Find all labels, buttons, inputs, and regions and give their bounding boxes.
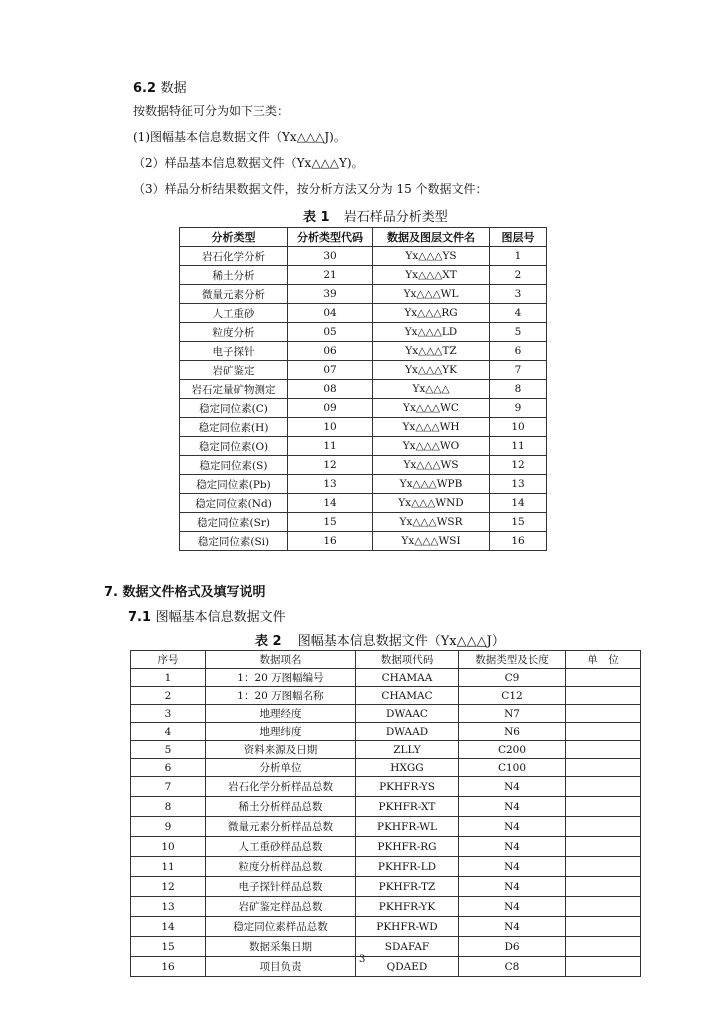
table1-caption: [303, 206, 448, 225]
table-cell: 1：20 万图幅名称: [206, 687, 356, 705]
table-cell: 地理经度: [206, 705, 356, 723]
table-cell: 岩石定量矿物测定: [180, 380, 288, 399]
table-header-row: [180, 228, 547, 247]
table-cell: N4: [459, 837, 566, 857]
table-row: [180, 399, 547, 418]
table-cell: 微量元素分析样品总数: [206, 817, 356, 837]
list-item: （2）样品基本信息数据文件（Yx△△△Y)。: [133, 156, 364, 170]
list-item: （3）样品分析结果数据文件，按分析方法又分为 15 个数据文件：: [133, 182, 488, 196]
table-cell: 稳定同位素(S): [180, 456, 288, 475]
table-cell: 8: [490, 380, 547, 399]
table-cell: N4: [459, 917, 566, 937]
table-cell: ZLLY: [356, 741, 459, 759]
table2-caption: [255, 630, 505, 649]
map-sheet-info-table: [130, 650, 641, 977]
table-cell: [566, 837, 641, 857]
table-cell: 9: [131, 817, 206, 837]
table-cell: 15: [131, 937, 206, 957]
table-cell: 7: [131, 777, 206, 797]
section-number: 7.1: [128, 610, 152, 625]
table-cell: [566, 777, 641, 797]
table-cell: N7: [459, 705, 566, 723]
table-cell: Yx△△△RG: [373, 304, 490, 323]
table-cell: [566, 797, 641, 817]
table-row: [131, 837, 641, 857]
table-cell: 14: [131, 917, 206, 937]
table-cell: N4: [459, 797, 566, 817]
table-cell: 稳定同位素(O): [180, 437, 288, 456]
table-cell: [566, 917, 641, 937]
table-cell: 电子探针: [180, 342, 288, 361]
table-row: [131, 957, 641, 977]
table-cell: PKHFR-YS: [356, 777, 459, 797]
table-cell: [566, 957, 641, 977]
table-cell: 10: [490, 418, 547, 437]
table-cell: N4: [459, 897, 566, 917]
table-cell: [566, 723, 641, 741]
table-cell: 稀土分析: [180, 266, 288, 285]
table-cell: PKHFR-WL: [356, 817, 459, 837]
table-cell: CHAMAC: [356, 687, 459, 705]
table-cell: C9: [459, 669, 566, 687]
table-cell: 16: [490, 532, 547, 551]
table-cell: Yx△△△LD: [373, 323, 490, 342]
table-cell: DWAAC: [356, 705, 459, 723]
table-cell: Yx△△△YK: [373, 361, 490, 380]
table-cell: C12: [459, 687, 566, 705]
table-cell: [566, 759, 641, 777]
table-cell: 15: [490, 513, 547, 532]
list-item: (1)图幅基本信息数据文件（Yx△△△J)。: [133, 130, 346, 144]
table-cell: 稳定同位素(Pb): [180, 475, 288, 494]
table-row: [131, 857, 641, 877]
table-cell: 12: [490, 456, 547, 475]
table-row: [131, 877, 641, 897]
table-row: [180, 323, 547, 342]
table-cell: 09: [288, 399, 373, 418]
table-row: [131, 817, 641, 837]
table-row: [180, 285, 547, 304]
table-cell: 06: [288, 342, 373, 361]
table-cell: 稀土分析样品总数: [206, 797, 356, 817]
section-heading-7-1: [128, 606, 286, 625]
table-row: [131, 937, 641, 957]
section-title: 图幅基本信息数据文件: [155, 610, 286, 625]
table1-title: 岩石样品分析类型: [343, 210, 448, 225]
table-cell: 1: [490, 247, 547, 266]
table-cell: Yx△△△WL: [373, 285, 490, 304]
table-cell: 项目负责: [206, 957, 356, 977]
table-cell: Yx△△△WSI: [373, 532, 490, 551]
table-cell: PKHFR-XT: [356, 797, 459, 817]
table-cell: 岩石化学分析: [180, 247, 288, 266]
table-row: [180, 437, 547, 456]
table-cell: 1：20 万图幅编号: [206, 669, 356, 687]
table-cell: 8: [131, 797, 206, 817]
table-cell: [566, 817, 641, 837]
table-cell: Yx△△△TZ: [373, 342, 490, 361]
table-row: [180, 380, 547, 399]
table-cell: 13: [288, 475, 373, 494]
table-cell: [566, 741, 641, 759]
table-cell: 3: [490, 285, 547, 304]
table-cell: 资料来源及日期: [206, 741, 356, 759]
intro-text: 按数据特征可分为如下三类：: [133, 104, 290, 118]
table-cell: [566, 897, 641, 917]
table-cell: 5: [490, 323, 547, 342]
table-row: [180, 475, 547, 494]
table-cell: [566, 937, 641, 957]
section-heading-6-2: [133, 77, 187, 96]
table-cell: 人工重砂样品总数: [206, 837, 356, 857]
table-cell: 16: [288, 532, 373, 551]
table-cell: Yx△△△WS: [373, 456, 490, 475]
table-cell: Yx△△△WO: [373, 437, 490, 456]
table-cell: 人工重砂: [180, 304, 288, 323]
table-row: [131, 705, 641, 723]
table-cell: Yx△△△WND: [373, 494, 490, 513]
table-cell: CHAMAA: [356, 669, 459, 687]
section-title: 数据: [160, 81, 187, 96]
table-cell: 岩矿鉴定: [180, 361, 288, 380]
table-cell: 稳定同位素样品总数: [206, 917, 356, 937]
table-cell: 13: [131, 897, 206, 917]
table-row: [180, 304, 547, 323]
table-cell: D6: [459, 937, 566, 957]
table-cell: [566, 877, 641, 897]
table-cell: C200: [459, 741, 566, 759]
table-row: [180, 532, 547, 551]
table-cell: 08: [288, 380, 373, 399]
table-cell: 6: [490, 342, 547, 361]
table-cell: 微量元素分析: [180, 285, 288, 304]
table-cell: PKHFR-RG: [356, 837, 459, 857]
table-header-row: [131, 651, 641, 669]
table-row: [180, 266, 547, 285]
table-row: [180, 247, 547, 266]
table-row: [180, 361, 547, 380]
table-cell: 14: [288, 494, 373, 513]
table-cell: Yx△△△WH: [373, 418, 490, 437]
table-row: [131, 759, 641, 777]
column-header: 图层号: [490, 228, 547, 247]
rock-sample-analysis-table: [179, 227, 547, 551]
section-number: 6.2: [133, 81, 157, 96]
table-cell: 分析单位: [206, 759, 356, 777]
table-cell: 13: [490, 475, 547, 494]
table-cell: PKHFR-YK: [356, 897, 459, 917]
column-header: 数据类型及长度: [459, 651, 566, 669]
table-cell: 10: [288, 418, 373, 437]
table-cell: 2: [490, 266, 547, 285]
table-cell: [566, 687, 641, 705]
table-cell: 数据采集日期: [206, 937, 356, 957]
table-cell: PKHFR-TZ: [356, 877, 459, 897]
column-header: 分析类型: [180, 228, 288, 247]
table-cell: 电子探针样品总数: [206, 877, 356, 897]
table-cell: PKHFR-WD: [356, 917, 459, 937]
table-cell: 稳定同位素(Nd): [180, 494, 288, 513]
section-title: 数据文件格式及填写说明: [122, 585, 266, 600]
table-cell: 11: [288, 437, 373, 456]
column-header: 数据及图层文件名: [373, 228, 490, 247]
table-cell: 岩矿鉴定样品总数: [206, 897, 356, 917]
table-cell: DWAAD: [356, 723, 459, 741]
table-cell: 21: [288, 266, 373, 285]
table-cell: 粒度分析: [180, 323, 288, 342]
table-cell: C100: [459, 759, 566, 777]
table-cell: PKHFR-LD: [356, 857, 459, 877]
table-cell: 9: [490, 399, 547, 418]
column-header: 单 位: [566, 651, 641, 669]
table-cell: SDAFAF: [356, 937, 459, 957]
table-cell: Yx△△△WC: [373, 399, 490, 418]
table-cell: 7: [490, 361, 547, 380]
table-row: [180, 513, 547, 532]
table-cell: 稳定同位素(C): [180, 399, 288, 418]
table-cell: 5: [131, 741, 206, 759]
table-cell: 稳定同位素(Sr): [180, 513, 288, 532]
section-number: 7.: [104, 585, 118, 600]
table-row: [131, 687, 641, 705]
table-cell: Yx△△△XT: [373, 266, 490, 285]
table-cell: [566, 669, 641, 687]
table-cell: 39: [288, 285, 373, 304]
table-cell: N4: [459, 817, 566, 837]
table-cell: 15: [288, 513, 373, 532]
table2-title: 图幅基本信息数据文件（Yx△△△J）: [297, 634, 505, 649]
table-row: [131, 797, 641, 817]
table-cell: 粒度分析样品总数: [206, 857, 356, 877]
table-row: [131, 741, 641, 759]
table-row: [180, 494, 547, 513]
page-number: 3: [359, 954, 366, 965]
table1-label: 表 1: [303, 210, 330, 225]
table-row: [180, 456, 547, 475]
table-cell: Yx△△△: [373, 380, 490, 399]
table-cell: 10: [131, 837, 206, 857]
table-row: [131, 669, 641, 687]
table-cell: 4: [131, 723, 206, 741]
table-row: [180, 418, 547, 437]
table-cell: Yx△△△YS: [373, 247, 490, 266]
section-heading-7: [104, 581, 266, 600]
table-cell: 稳定同位素(H): [180, 418, 288, 437]
table-cell: [566, 705, 641, 723]
column-header: 数据项名: [206, 651, 356, 669]
table-cell: 1: [131, 669, 206, 687]
table-cell: 30: [288, 247, 373, 266]
table-cell: QDAED: [356, 957, 459, 977]
table-cell: 14: [490, 494, 547, 513]
table-cell: 3: [131, 705, 206, 723]
table-cell: 12: [288, 456, 373, 475]
table-cell: Yx△△△WPB: [373, 475, 490, 494]
table-cell: N6: [459, 723, 566, 741]
column-header: 序号: [131, 651, 206, 669]
table-row: [131, 917, 641, 937]
table-row: [131, 777, 641, 797]
table-cell: 16: [131, 957, 206, 977]
table-cell: 岩石化学分析样品总数: [206, 777, 356, 797]
table-cell: 04: [288, 304, 373, 323]
table-cell: 11: [131, 857, 206, 877]
table2-label: 表 2: [255, 634, 282, 649]
table-row: [180, 342, 547, 361]
table-cell: N4: [459, 857, 566, 877]
table-cell: 6: [131, 759, 206, 777]
table-cell: HXGG: [356, 759, 459, 777]
table-cell: N4: [459, 877, 566, 897]
table-row: [131, 723, 641, 741]
table-cell: 05: [288, 323, 373, 342]
table-cell: N4: [459, 777, 566, 797]
table-cell: 12: [131, 877, 206, 897]
table-cell: 07: [288, 361, 373, 380]
table-cell: 地理纬度: [206, 723, 356, 741]
table-cell: 稳定同位素(Si): [180, 532, 288, 551]
table-cell: [566, 857, 641, 877]
table-cell: Yx△△△WSR: [373, 513, 490, 532]
table-cell: C8: [459, 957, 566, 977]
table-cell: 11: [490, 437, 547, 456]
table-row: [131, 897, 641, 917]
column-header: 数据项代码: [356, 651, 459, 669]
table-cell: 4: [490, 304, 547, 323]
table-cell: 2: [131, 687, 206, 705]
column-header: 分析类型代码: [288, 228, 373, 247]
